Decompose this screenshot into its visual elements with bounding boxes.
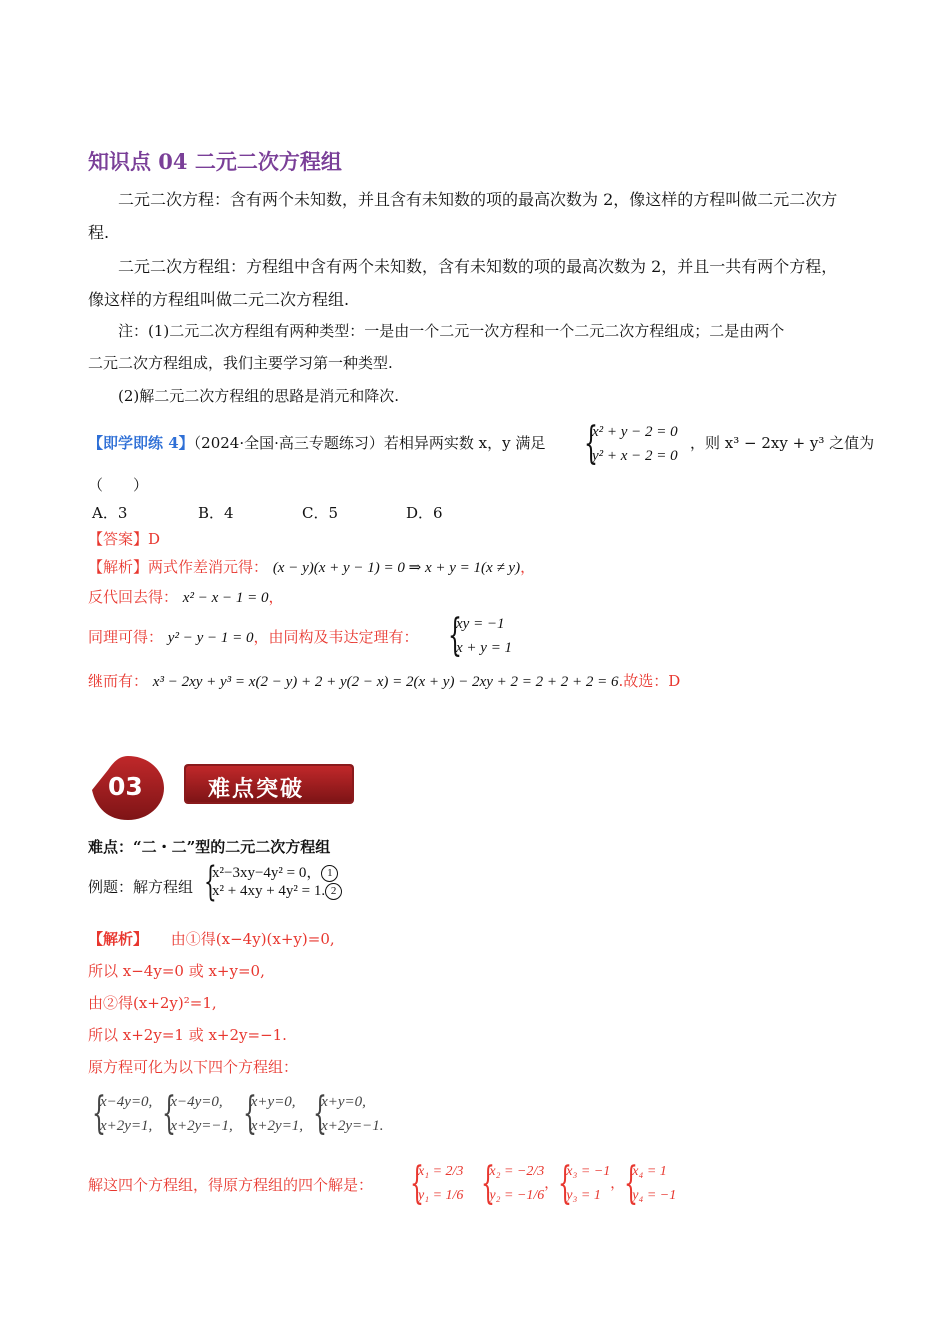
circled-mark-2: 2 [325,883,342,900]
diff-step-1: 由①得(x−4y)(x+y)=0, [170,930,335,948]
option-b: B．4 [198,504,234,522]
separator-1: ， [544,1176,559,1192]
definition-1-line-2: 程. [88,223,110,242]
exercise-paren: （ ） [88,476,149,494]
section-title: 知识点 04 二元二次方程组 [88,149,342,174]
circled-mark-1: 1 [321,865,338,882]
option-c: C．5 [302,504,339,522]
analysis-mid-3: ，由同构及韦达定理有： [253,628,419,646]
note-line-1: 注：(1)二元二次方程组有两种类型：一是由一个二元一次方程和一个二元二次方程组成；二是由两个 [118,322,785,340]
system-3-eq-1: x+y=0, [250,1094,296,1110]
solutions [410,1160,676,1208]
analysis-math-2: x² − x − 1 = 0 [182,590,269,606]
solution-2-y: y₂ = −1/6 [489,1188,545,1203]
separator-2: ， [610,1176,625,1192]
solution-prefix: 解这四个方程组，得原方程组的四个解是： [88,1176,374,1194]
answer-value: D [148,530,161,548]
exercise-eq-2: y² + x − 2 = 0 [592,448,678,464]
diff-step-4: 所以 x+2y=1 或 x+2y=−1. [88,1026,287,1044]
analysis-math-1: (x − y)(x + y − 1) = 0 ⇒ x + y = 1(x ≠ y) [272,560,521,576]
analysis-text-2: 反代回去得： [88,588,179,606]
analysis-line-1 [88,556,535,577]
solution-2: { x₂ = −2/3 y₂ = −1/6 [481,1158,545,1209]
analysis-line-3 [88,626,419,647]
analysis-text-3: 同理可得： [88,628,164,646]
system-1-eq-2: x+2y=1, [100,1118,153,1134]
analysis-line-4 [88,670,680,691]
exercise-system: { x² + y − 2 = 0 y² + x − 2 = 0 [584,418,678,469]
exercise-question-tail: ，则 x³ − 2xy + y³ 之值为 [690,434,875,452]
system-2-eq-2: x+2y=−1, [170,1118,233,1134]
note-line-2: 二元二次方程组成，我们主要学习第一种类型. [88,354,393,372]
analysis-tail-4: .故选：D [618,672,681,690]
section-badge [88,752,358,822]
solution-1-y: y₁ = 1/6 [418,1188,464,1203]
diff-step-3: 由②得(x+2y)²=1, [88,994,217,1012]
system-4: { x+y=0, x+2y=−1. [313,1088,384,1139]
exercise-source: （2024·全国·高三专题练习）若相异两实数 x，y 满足 [193,434,546,452]
definition-2-line-1: 二元二次方程组：方程组中含有两个未知数，含有未知数的项的最高次数为 2，并且一共有两个方程， [118,257,838,276]
analysis-tail-1: ， [520,558,536,576]
vieta-eq-1: xy = −1 [456,616,505,632]
analysis-tail-2: ， [268,588,284,606]
answer-line [88,528,160,549]
diff-step-2: 所以 x−4y=0 或 x+y=0, [88,962,265,980]
system-1: { x−4y=0, x+2y=1, [92,1088,153,1139]
system-2-eq-1: x−4y=0, [170,1094,223,1110]
diff-analysis-label: 【解析】 [88,930,149,948]
vieta-eq-2: x + y = 1 [456,640,513,656]
definition-1-line-1: 二元二次方程：含有两个未知数，并且含有未知数的项的最高次数为 2，像这样的方程叫做二元二次方 [118,190,838,209]
note-line-3: (2)解二元二次方程组的思路是消元和降次. [118,387,400,405]
diff-step-5: 原方程可化为以下四个方程组： [88,1058,299,1076]
definition-2-line-2: 像这样的方程组叫做二元二次方程组. [88,290,350,309]
vieta-system: { xy = −1 x + y = 1 [448,610,513,661]
example-system: { x²−3xy−4y² = 0， 1 x² + 4xy + 4y² = 1. 2 [208,864,342,900]
diff-analysis-line-1 [88,928,335,949]
analysis-text-1: 两式作差消元得： [148,558,269,576]
system-2: { x−4y=0, x+2y=−1, [162,1088,233,1139]
option-d: D．6 [406,504,443,522]
solution-4-x: x₄ = 1 [632,1164,667,1179]
system-3: { x+y=0, x+2y=1, [242,1088,304,1139]
example-eq-2: x² + 4xy + 4y² = 1. [212,883,326,900]
solution-3-x: x₃ = −1 [566,1164,611,1179]
solution-2-x: x₂ = −2/3 [489,1164,545,1179]
exercise-eq-1: x² + y − 2 = 0 [592,424,678,440]
analysis-text-4: 继而有： [88,672,149,690]
four-systems [92,1090,384,1138]
analysis-math-3: y² − y − 1 = 0 [167,630,254,646]
badge-label: 难点突破 [208,777,305,802]
option-a: A．3 [92,504,128,522]
answer-label: 【答案】 [88,530,149,548]
badge-number: 03 [108,772,143,801]
difficulty-title: 难点：“二・二”型的二元二次方程组 [88,838,331,856]
system-3-eq-2: x+2y=1, [250,1118,304,1134]
example-eq-1: x²−3xy−4y² = 0， [212,865,322,881]
system-1-eq-1: x−4y=0, [100,1094,153,1110]
analysis-math-4: x³ − 2xy + y³ = x(2 − y) + 2 + y(2 − x) = 2(x + y) − 2xy + 2 = 2 + 2 + 2 = 6 [152,674,619,690]
solution-3: { x₃ = −1 y₃ = 1 [558,1158,611,1209]
analysis-line-2 [88,586,284,607]
solution-1-x: x₁ = 2/3 [418,1164,464,1179]
system-4-eq-1: x+y=0, [321,1094,366,1110]
solution-4: { x₄ = 1 y₄ = −1 [624,1158,677,1209]
analysis-label: 【解析】 [88,558,149,576]
exercise-question [88,432,545,453]
solution-4-y: y₄ = −1 [632,1188,677,1203]
system-4-eq-2: x+2y=−1. [321,1118,384,1134]
example-prefix: 例题：解方程组 [88,878,194,896]
solution-3-y: y₃ = 1 [566,1188,601,1203]
solution-1: { x₁ = 2/3 y₁ = 1/6 [410,1158,464,1209]
exercise-tag: 【即学即练 4】 [88,434,194,452]
